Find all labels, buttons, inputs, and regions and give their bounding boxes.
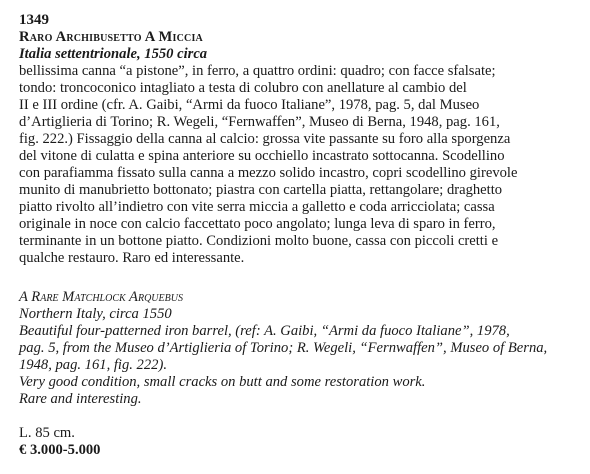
lot-subtitle-english: Northern Italy, circa 1550 (19, 306, 172, 322)
description-line: piatto rivolto all’indietro con vite serra miccia a galletto e coda arricciolata; cassa (19, 199, 495, 215)
lot-subtitle-italian: Italia settentrionale, 1550 circa (19, 46, 208, 62)
lot-title-italian: Raro Archibusetto A Miccia (19, 29, 203, 45)
description-line: fig. 222.) Fissaggio della canna al calcio: grossa vite passante su foro alla sporgenza (19, 131, 511, 147)
description-line: qualche restauro. Raro ed interessante. (19, 250, 245, 266)
lot-estimate: € 3.000-5.000 (19, 442, 101, 458)
description-line: del vitone di culatta e spina anteriore su occhiello incastrato sottocanna. Scodellino (19, 148, 505, 164)
description-line: munito di manubrietto bottonato; piastra con cartella piatta, rettangolare; draghetto (19, 182, 503, 198)
description-line: bellissima canna “a pistone”, in ferro, a quattro ordini: quadro; con facce sfalsate; (19, 63, 496, 79)
description-line-english: 1948, pag. 161, fig. 222). (19, 357, 167, 373)
description-line: terminante in un bottone piatto. Condizioni molto buone, cassa con piccoli cretti e (19, 233, 499, 249)
description-line: d’Artiglieria di Torino; R. Wegeli, “Fernwaffen”, Museo di Berna, 1948, pag. 161, (19, 114, 500, 130)
description-line: tondo: troncoconico intagliato a testa di colubro con anellature al cambio del (19, 80, 467, 96)
lot-number: 1349 (19, 12, 49, 28)
description-line: II e III ordine (cfr. A. Gaibi, “Armi da fuoco Italiane”, 1978, pag. 5, dal Museo (19, 97, 480, 113)
lot-title-english: A Rare Matchlock Arquebus (19, 289, 183, 305)
description-line: originale in noce con calcio faccettato poco angolato; lunga leva di sparo in ferro, (19, 216, 496, 232)
description-line-english: Very good condition, small cracks on butt and some restoration work. (19, 374, 426, 390)
description-line-english: pag. 5, from the Museo d’Artiglieria of Torino; R. Wegeli, “Fernwaffen”, Museo of Berna, (19, 340, 548, 356)
lot-length: L. 85 cm. (19, 425, 75, 441)
english-section (19, 289, 576, 408)
description-italian (19, 63, 576, 267)
description-line: con parafiamma fissato sulla canna a mezzo solido incastro, copri scodellino girevole (19, 165, 518, 181)
description-line-english: Beautiful four-patterned iron barrel, (ref: A. Gaibi, “Armi da fuoco Italiane”, 1978, (19, 323, 510, 339)
description-line-english: Rare and interesting. (19, 391, 142, 407)
lot-meta (19, 425, 576, 459)
